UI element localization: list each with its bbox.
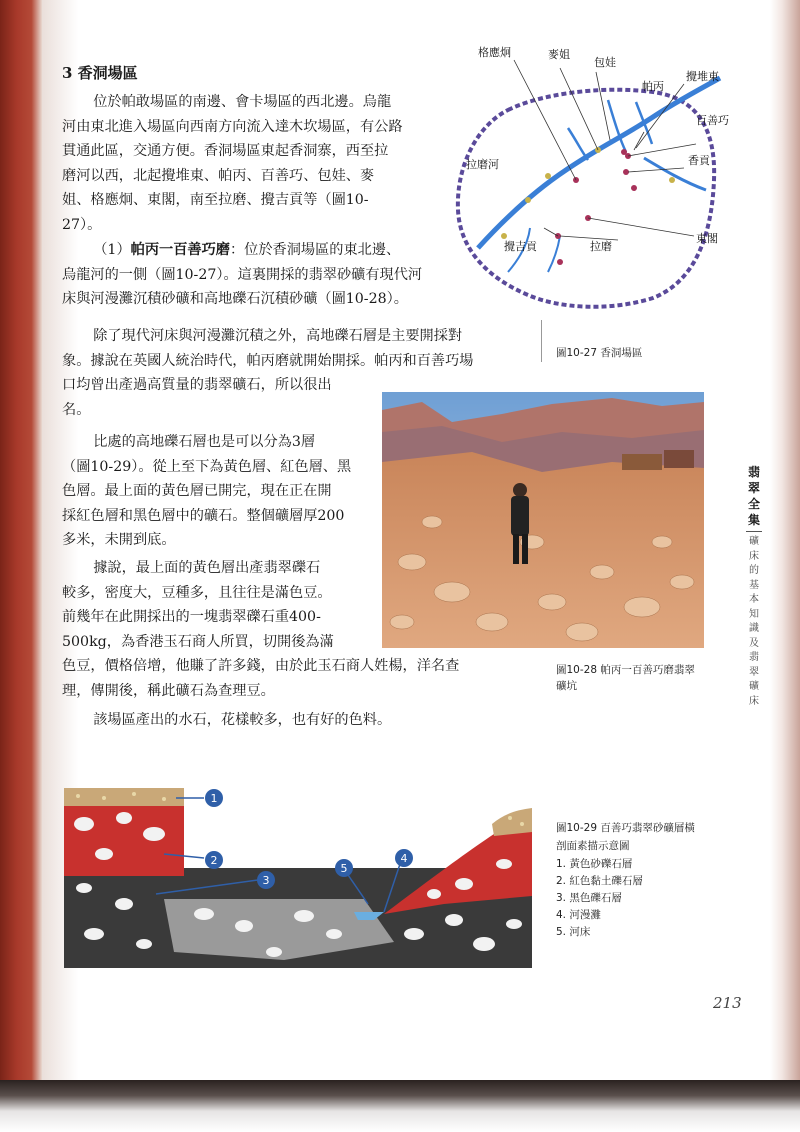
text-line: 床與河漫灘沉積砂礦和高地礫石沉積砂礦（圖10-28）。 [62,291,408,308]
legend-item: 5. 河床 [556,926,591,938]
map-caption: 圖10-27 香洞場區 [556,347,643,359]
running-title [746,464,762,709]
text-line: 500kg，為香港玉石商人所買，切開後為滿 [62,633,334,650]
subsection-title: 帕丙一百善巧磨 [130,242,230,258]
map-label-jjg: 攪吉貢 [504,240,537,253]
page-number: 213 [713,994,742,1012]
svg-text:5: 5 [340,862,348,875]
map-label-bsq: 百善巧 [696,114,729,127]
tributary [568,128,588,160]
photo-caption [556,662,695,694]
text-line: 磨河以西，北起攪堆東、帕丙、百善巧、包娃、麥 [62,167,375,184]
text-line: 色豆，價格倍增，他賺了許多錢，由於此玉石商人姓楊，洋名查 [62,658,460,675]
book-title-char: 翡 [747,465,760,479]
chapter-title-char: 礦 [749,536,759,547]
text-line: （圖10-29）。從上至下為黃色層、紅色層、黑 [62,458,352,475]
photo-caption-line: 礦坑 [556,680,577,692]
cross-section-legend [556,820,695,941]
text-line: 理，傳開後，稱此礦石為查理豆。 [62,682,275,699]
marker-3 [257,871,275,889]
chapter-title-char: 本 [749,594,759,605]
chapter-title-char: 的 [749,565,759,576]
legend-item: 2. 紅色黏土礫石層 [556,875,643,887]
book-title-char: 全 [747,497,760,511]
map-label-xd: 香貢 [688,154,710,167]
mine-area-map [448,40,740,316]
legend-caption-line: 圖10-29 百善巧翡翠砂礦層橫 [556,822,695,834]
yellow-layer-left [64,788,184,806]
svg-text:1: 1 [210,792,218,805]
map-label-jdd: 攪堆東 [686,70,719,83]
photo-illustration [382,392,704,648]
text-line: 河由東北進入場區向西南方向流入達木坎場區，有公路 [62,118,403,135]
text-line: 名。 [62,401,91,418]
photo-caption-line: 圖10-28 帕丙一百善巧磨翡翠 [556,664,695,676]
chapter-title-char: 識 [749,623,759,634]
title-divider [746,531,762,532]
chapter-title-char: 床 [749,550,759,562]
map-label-mj: 麥姐 [548,48,570,61]
map-label-lmh: 拉磨河 [466,158,499,171]
mine-pit-photo [382,392,704,648]
section-title: 3 香洞場區 [62,64,138,82]
paragraph-1 [62,90,403,238]
svg-text:3: 3 [262,874,270,887]
leader-lines [514,60,696,240]
chapter-title-char: 床 [749,695,759,707]
legend-item: 4. 河漫灘 [556,909,601,921]
paragraph-6 [62,708,391,733]
text-line: 比處的高地礫石層也是可以分為3層 [93,434,316,450]
area-boundary [458,90,714,307]
book-title-char: 集 [747,513,760,527]
text-line: 姐、格應炯、東閣，南至拉磨、攪吉貢等（圖10- [62,192,369,209]
marker-1 [205,789,223,807]
map-label-gyj: 格應炯 [478,46,511,59]
text-line: 烏龍河的一側（圖10-27）。這裏開採的翡翠砂礦有現代河 [62,266,423,283]
text-line: 多米，未開到底。 [62,532,176,549]
legend-caption-line: 剖面素描示意圖 [556,840,630,852]
text-line: 象。據說在英國人統治時代，帕丙磨就開始開採。帕丙和百善巧場 [62,352,474,369]
chapter-title-char: 翡 [749,652,759,663]
chapter-title-char: 及 [749,637,759,649]
subsection-number: （1） [93,242,131,258]
map-label-dg: 東閣 [696,232,718,245]
map-label-pb: 帕丙 [642,80,664,93]
svg-text:2: 2 [210,854,218,867]
map-label-lm: 拉磨 [590,240,612,253]
text-line: 貫通此區，交通方便。香洞場區東起香洞寨，西至拉 [62,143,389,160]
chapter-title-char: 基 [749,579,759,591]
text-line: 採紅色層和黑色層中的礦石。整個礦層厚200 [62,507,345,524]
text-line: 前幾年在此開採出的一塊翡翠礫石重400- [62,609,321,626]
legend-item: 3. 黑色礫石層 [556,892,622,904]
scan-bottom-edge [0,1080,800,1132]
svg-text:4: 4 [400,852,408,865]
legend-item: 1. 黃色砂礫石層 [556,858,633,870]
text-line: 27）。 [62,216,102,233]
chapter-title-char: 知 [749,608,759,620]
paragraph-2 [62,238,422,312]
caption-rule [541,320,542,362]
text-line: 該場區產出的水石，花樣較多，也有好的色料。 [93,712,392,728]
text-line: 色層。最上面的黃色層已開完，現在正在開 [62,483,332,500]
text-line: 除了現代河床與河漫灘沉積之外，高地礫石層是主要開採對 [93,328,463,344]
map-label-bw: 包娃 [594,56,616,69]
chapter-title-char: 礦 [749,681,759,692]
book-spine-left [0,0,42,1080]
marker-4 [395,849,413,867]
text-line: 較多，密度大，豆種多，且往往是滿色豆。 [62,584,332,601]
yellow-layer-right [492,808,532,836]
tributary [548,236,560,272]
cross-section-diagram [64,784,532,968]
paragraph-4 [62,430,351,553]
text-line: 位於帕敢場區的南邊、會卡場區的西北邊。烏龍 [93,94,392,110]
chapter-title-char: 翠 [749,666,759,678]
marker-5 [335,859,353,877]
text-line: 口均曾出產過高質量的翡翠礦石，所以很出 [62,377,332,394]
marker-2 [205,851,223,869]
book-edge-right [770,0,800,1080]
book-title-char: 翠 [747,481,760,495]
text-line: 據說，最上面的黃色層出產翡翠礫石 [93,560,321,576]
text-line: ：位於香洞場區的東北邊、 [229,242,401,258]
